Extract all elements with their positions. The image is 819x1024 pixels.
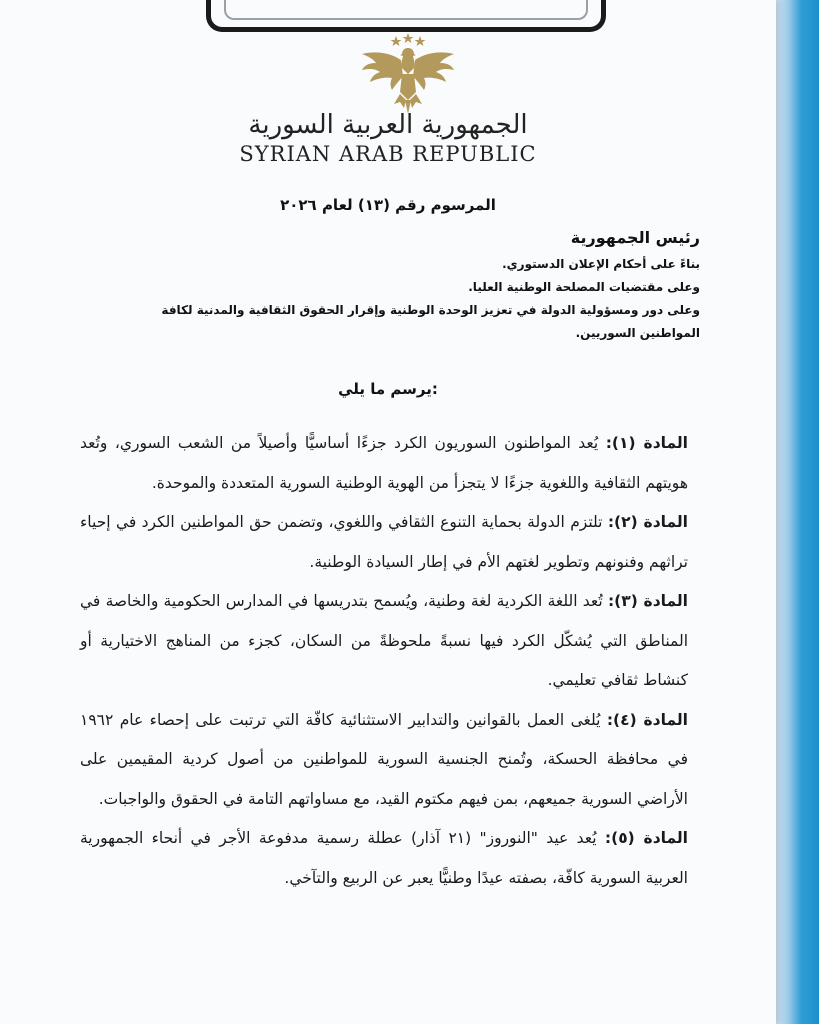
preamble (160, 228, 700, 345)
article (80, 701, 688, 820)
article (80, 582, 688, 701)
decrees-heading: يرسم ما يلي: (338, 380, 438, 398)
clipboard-clip-inner (224, 0, 588, 20)
header-title-arabic: الجمهورية العربية السورية (248, 110, 528, 140)
article-label: المادة (٥): (604, 829, 688, 847)
article (80, 424, 688, 503)
article-text: يُلغى العمل بالقوانين والتدابير الاستثنائية كافّة التي ترتبت على إحصاء عام ١٩٦٢ في محافظة الحسكة، وتُمنح الجنسية السورية للمواطنين من أصول كردية المقيمين على الأراضي السورية جميعهم، بمن فيهم مكتوم القيد، مع مساواتهم التامة في الحقوق والواجبات. (80, 710, 688, 808)
clipboard-frame-edge (775, 0, 819, 1024)
preamble-line: وعلى مقتضيات المصلحة الوطنية العليا. (468, 280, 700, 294)
article-text: تلتزم الدولة بحماية التنوع الثقافي واللغوي، وتضمن حق المواطنين الكرد في إحياء تراثهم وفنونهم وتطوير لغتهم الأم في إطار السيادة الوطنية. (80, 513, 688, 571)
article-text: يُعد عيد "النوروز" (٢١ آذار) عطلة رسمية مدفوعة الأجر في أنحاء الجمهورية العربية السورية كافّة، بصفته عيدًا وطنيًّا يعبر عن الربيع والتآخي. (80, 829, 688, 887)
preamble-line: وعلى دور ومسؤولية الدولة في تعزيز الوحدة الوطنية وإقرار الحقوق الثقافية والمدنية لكافة المواطنين السوريين. (161, 303, 700, 340)
preamble-line: بناءً على أحكام الإعلان الدستوري. (502, 257, 700, 271)
decree-number: المرسوم رقم (١٣) لعام ٢٠٢٦ (280, 196, 496, 214)
article-text: تُعد اللغة الكردية لغة وطنية، ويُسمح بتدريسها في المدارس الحكومية والخاصة في المناطق التي يُشكّل الكرد فيها نسبةً ملحوظةً من السكان، كجزء من المناهج الاختيارية أو كنشاط ثقافي تعليمي. (80, 592, 688, 689)
article-label: المادة (١): (605, 434, 688, 452)
article (80, 503, 688, 582)
preamble-president: رئيس الجمهورية (570, 228, 700, 247)
eagle-emblem-icon (356, 30, 460, 114)
header-title-english: SYRIAN ARAB REPUBLIC (239, 142, 537, 166)
article-label: المادة (٢): (607, 513, 688, 531)
article-label: المادة (٣): (607, 592, 688, 610)
articles-list (80, 424, 688, 898)
article (80, 819, 688, 898)
article-label: المادة (٤): (606, 710, 688, 729)
article-text: يُعد المواطنون السوريون الكرد جزءًا أساسيًّا وأصيلاً من الشعب السوري، وتُعد هويتهم الثقافية واللغوية جزءًا لا يتجزأ من الهوية الوطنية السورية المتعددة والموحدة. (80, 434, 688, 492)
